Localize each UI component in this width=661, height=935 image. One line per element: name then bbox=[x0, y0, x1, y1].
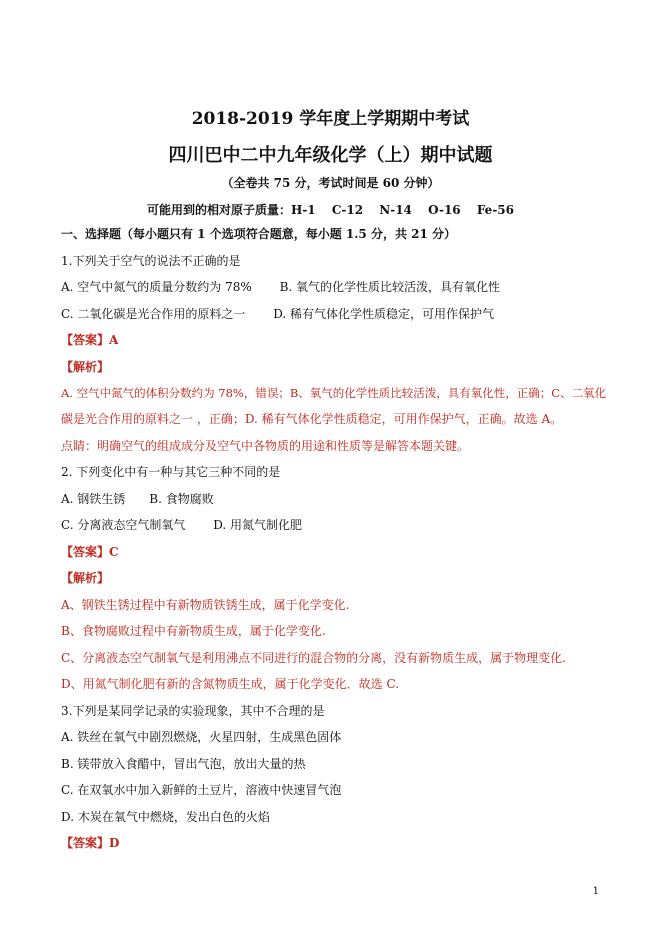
q2-analysis-b: B、食物腐败过程中有新物质生成，属于化学变化. bbox=[61, 624, 326, 638]
q1-tip: 点睛：明确空气的组成成分及空气中各物质的用途和性质等是解答本题关键。 bbox=[61, 439, 470, 453]
exam-subtitle: 四川巴中二中九年级化学（上）期中试题 bbox=[168, 145, 493, 166]
q2-stem: 2. 下列变化中有一种与其它三种不同的是 bbox=[61, 465, 281, 479]
exam-title: 2018-2019 学年度上学期期中考试 bbox=[191, 109, 470, 129]
q2-analysis-d: D、用氮气制化肥有新的含氮物质生成，属于化学变化．故选 C. bbox=[61, 677, 400, 691]
q2-options-cd: C. 分离液态空气制氧气 D. 用氮气制化肥 bbox=[61, 518, 303, 532]
section-heading: 一、选择题（每小题只有 1 个选项符合题意，每小题 1.5 分，共 21 分） bbox=[61, 227, 456, 241]
q3-option-c: C. 在双氧水中加入新鲜的土豆片，溶液中快速冒气泡 bbox=[61, 783, 342, 797]
q1-options-ab: A. 空气中氮气的质量分数约为 78% B. 氧气的化学性质比较活泼，具有氧化性 bbox=[61, 280, 501, 294]
q2-options-ab: A. 钢铁生锈 B. 食物腐败 bbox=[61, 492, 214, 506]
q1-analysis-line1: A. 空气中氮气的体积分数约为 78%，错误；B、氧气的化学性质比较活泼，具有氧化性，正确；C、二氧化 bbox=[61, 386, 607, 400]
q2-analysis-c: C、分离液态空气制氧气是利用沸点不同进行的混合物的分离，没有新物质生成，属于物理变化. bbox=[61, 651, 566, 665]
q2-answer: 【答案】C bbox=[61, 545, 119, 559]
q1-stem: 1.下列关于空气的说法不正确的是 bbox=[61, 254, 241, 268]
q3-stem: 3.下列是某同学记录的实验现象，其中不合理的是 bbox=[61, 704, 325, 718]
q1-answer: 【答案】A bbox=[61, 333, 119, 347]
q3-answer: 【答案】D bbox=[61, 836, 120, 850]
q1-analysis-line2: 碳是光合作用的原料之一 ，正确；D. 稀有气体化学性质稳定，可用作保护气，正确。故选 A。 bbox=[61, 412, 563, 426]
atomic-masses: 可能用到的相对原子质量：H-1 C-12 N-14 O-16 Fe-56 bbox=[146, 203, 514, 217]
q1-options-cd: C. 二氧化碳是光合作用的原料之一 D. 稀有气体化学性质稳定，可用作保护气 bbox=[61, 307, 495, 321]
page-number: 1 bbox=[592, 886, 599, 897]
q2-analysis-a: A、钢铁生锈过程中有新物质铁锈生成，属于化学变化. bbox=[61, 598, 350, 612]
q2-analysis-label: 【解析】 bbox=[61, 571, 110, 585]
q3-option-d: D. 木炭在氧气中燃烧，发出白色的火焰 bbox=[61, 810, 270, 824]
q3-option-a: A. 铁丝在氧气中剧烈燃烧，火星四射，生成黑色固体 bbox=[61, 730, 342, 744]
q1-analysis-label: 【解析】 bbox=[61, 360, 110, 374]
q3-option-b: B. 镁带放入食醋中，冒出气泡，放出大量的热 bbox=[61, 757, 306, 771]
exam-note: （全卷共 75 分，考试时间是 60 分钟） bbox=[221, 176, 440, 190]
